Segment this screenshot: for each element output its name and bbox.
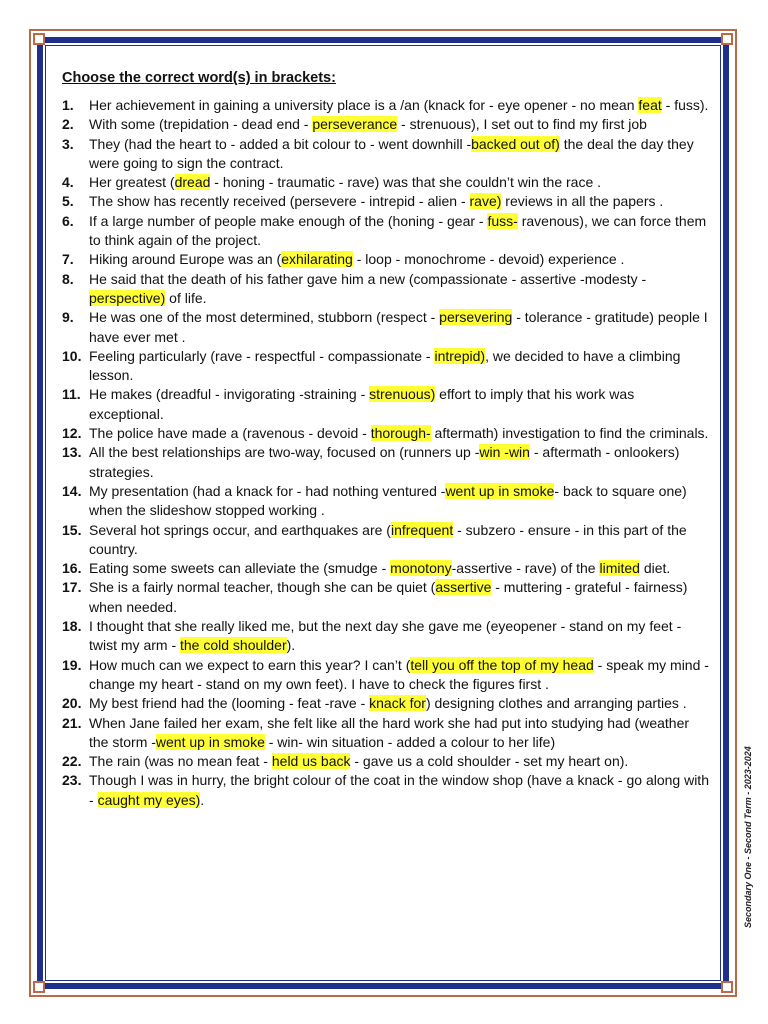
question-segment: Several hot springs occur, and earthquakes are ( <box>89 521 391 538</box>
question-text <box>89 521 712 560</box>
question-segment: My presentation (had a knack for - had nothing ventured - <box>89 482 446 499</box>
question-text <box>89 482 712 521</box>
question-text <box>89 752 712 771</box>
question-text <box>89 424 712 443</box>
highlighted-answer: limited <box>599 560 640 577</box>
question-item <box>62 192 712 211</box>
question-segment: Eating some sweets can alleviate the (smudge - <box>89 560 391 577</box>
question-text <box>89 714 712 753</box>
question-item <box>62 617 712 656</box>
question-segment: The police have made a (ravenous - devoid - <box>89 425 371 442</box>
question-segment: - loop - monochrome - devoid) experience . <box>352 251 625 268</box>
question-item <box>62 385 712 424</box>
question-number: 16. <box>62 560 82 577</box>
question-number: 10. <box>62 347 82 364</box>
question-text <box>89 308 712 347</box>
question-segment: When Jane failed her exam, she felt like all the hard work she had put into studying had (weather the storm - <box>89 714 690 750</box>
question-text <box>89 385 712 424</box>
question-segment: She is a fairly normal teacher, though she can be quiet ( <box>89 579 436 596</box>
question-text <box>89 443 712 482</box>
question-text <box>89 250 712 269</box>
highlighted-answer: tell you off the top of my head <box>410 656 594 673</box>
question-segment: - back to square one) when the slideshow stopped working . <box>89 482 687 519</box>
question-item <box>62 694 712 713</box>
highlighted-answer: perspective) <box>89 289 166 306</box>
question-text <box>89 694 712 713</box>
worksheet <box>62 70 712 810</box>
question-number: 12. <box>62 425 82 442</box>
question-text <box>89 347 712 386</box>
question-item <box>62 347 712 386</box>
question-number: 8. <box>62 270 74 287</box>
side-footer-text: Secondary One - Second Term - 2023-2024 <box>743 746 753 928</box>
question-number: 4. <box>62 174 74 191</box>
highlighted-answer: strenuous) <box>369 386 436 403</box>
question-segment: I thought that she really liked me, but the next day she gave me (eyeopener - stand on my feet - twist my arm - <box>89 618 682 654</box>
question-text <box>89 270 712 309</box>
question-segment: -assertive - rave) of the <box>451 560 600 577</box>
question-number: 14. <box>62 482 82 499</box>
question-text <box>89 96 712 115</box>
question-text <box>89 617 712 656</box>
question-segment: ) designing clothes and arranging parties . <box>425 695 687 712</box>
question-number: 21. <box>62 714 82 731</box>
question-text <box>89 656 712 695</box>
question-segment: aftermath) investigation to find the criminals. <box>430 425 709 442</box>
question-item <box>62 482 712 521</box>
highlighted-answer: rave) <box>469 193 502 210</box>
question-segment: - muttering - grateful - fairness) when needed. <box>89 579 688 615</box>
question-item <box>62 752 712 771</box>
question-item <box>62 714 712 753</box>
question-number: 17. <box>62 579 82 596</box>
question-number: 19. <box>62 656 82 673</box>
corner-ornament <box>33 33 45 45</box>
question-number: 3. <box>62 135 74 152</box>
question-number: 2. <box>62 116 74 133</box>
highlighted-answer: perseverance <box>312 116 398 133</box>
question-segment: ). <box>286 637 296 654</box>
highlighted-answer: thorough- <box>370 425 431 442</box>
question-item <box>62 771 712 810</box>
question-item <box>62 212 712 251</box>
question-segment: The rain (was no mean feat - <box>89 753 272 770</box>
question-segment: - win- win situation - added a colour to her life) <box>264 733 556 750</box>
question-item <box>62 443 712 482</box>
question-segment: My best friend had the (looming - feat -rave - <box>89 695 370 712</box>
highlighted-answer: assertive <box>435 579 492 596</box>
question-item <box>62 135 712 174</box>
highlighted-answer: exhilarating <box>281 251 353 268</box>
question-item <box>62 424 712 443</box>
question-segment: How much can we expect to earn this year? I can’t ( <box>89 656 411 673</box>
question-text <box>89 578 712 617</box>
question-number: 20. <box>62 695 82 712</box>
question-segment: of life. <box>165 289 207 306</box>
highlighted-answer: went up in smoke <box>155 733 265 750</box>
question-segment: They (had the heart to - added a bit colour to - went downhill - <box>89 135 472 152</box>
question-list <box>62 96 712 810</box>
question-number: 18. <box>62 618 82 635</box>
question-segment: - subzero - ensure - <box>453 521 584 538</box>
question-number: 13. <box>62 444 82 461</box>
corner-ornament <box>33 981 45 993</box>
corner-ornament <box>721 981 733 993</box>
highlighted-answer: persevering <box>439 309 513 326</box>
corner-ornament <box>721 33 733 45</box>
highlighted-answer: knack for <box>369 695 426 712</box>
highlighted-answer: the cold shoulder <box>180 637 287 654</box>
question-item <box>62 96 712 115</box>
question-segment: If a large number of people make enough of the (honing - gear - <box>89 212 488 229</box>
highlighted-answer: held us back <box>271 753 351 770</box>
question-number: 9. <box>62 309 74 326</box>
question-segment: With some (trepidation - dead end - <box>89 116 313 133</box>
question-number: 5. <box>62 193 74 210</box>
question-segment: . <box>200 791 205 808</box>
highlighted-answer: went up in smoke <box>445 482 555 499</box>
question-segment: - speak my mind - change my heart - stand on my own feet). I have to check the figures first . <box>89 656 709 692</box>
highlighted-answer: dread <box>174 174 211 191</box>
question-segment: diet. <box>639 560 671 577</box>
question-number: 7. <box>62 251 74 268</box>
question-segment: Though I was in hurry, the bright colour of the coat in the window shop (have a knack - go along with - <box>89 772 709 808</box>
highlighted-answer: win -win <box>479 444 530 461</box>
question-item <box>62 250 712 269</box>
question-segment: - strenuous), I set out to find my first job <box>397 116 647 133</box>
question-segment: Feeling particularly (rave - respectful - compassionate - <box>89 347 435 364</box>
question-segment: The show has recently received (persevere - intrepid - alien - <box>89 193 470 210</box>
question-text <box>89 115 712 134</box>
question-text <box>89 212 712 251</box>
question-segment: , we decided to have a climbing lesson. <box>89 347 681 384</box>
question-segment: Her achievement in gaining a university place is a /an (knack for - eye opener - no mean <box>89 97 639 113</box>
question-text <box>89 559 712 578</box>
question-number: 23. <box>62 772 82 789</box>
highlighted-answer: caught my eyes) <box>97 791 201 808</box>
question-text <box>89 192 712 211</box>
question-segment: He makes (dreadful - invigorating -straining - <box>89 386 370 403</box>
question-number: 22. <box>62 753 82 770</box>
question-segment: effort to imply that his work was exceptional. <box>89 386 635 422</box>
highlighted-answer: infrequent <box>390 521 454 538</box>
highlighted-answer: feat <box>638 97 662 113</box>
question-segment: All the best relationships are two-way, focused on (runners up - <box>89 444 480 461</box>
question-item <box>62 559 712 578</box>
question-item <box>62 115 712 134</box>
question-item <box>62 521 712 560</box>
question-item <box>62 656 712 695</box>
question-segment: - gave us a cold shoulder - set my heart on). <box>350 753 629 770</box>
question-text <box>89 771 712 810</box>
question-segment: ravenous), we can force them to think again of the project. <box>89 212 707 249</box>
question-item <box>62 578 712 617</box>
question-segment: reviews in all the papers . <box>501 193 664 210</box>
question-text <box>89 135 712 174</box>
question-segment: Her greatest ( <box>89 174 175 191</box>
question-segment: in this part of the country. <box>89 521 687 557</box>
question-segment: - fuss). <box>661 97 709 113</box>
question-segment: the deal the day they were going to sign the contract. <box>89 135 694 171</box>
question-number: 1. <box>62 97 74 113</box>
highlighted-answer: fuss- <box>487 212 518 229</box>
question-number: 11. <box>62 386 81 403</box>
question-segment: - aftermath - onlookers) strategies. <box>89 444 680 480</box>
question-number: 6. <box>62 212 74 229</box>
question-segment: He said that the death of his father gave him a new (compassionate - assertive -modesty - <box>89 270 647 287</box>
question-segment: - honing - traumatic - rave) was that she couldn’t win the race . <box>210 174 602 191</box>
question-number: 15. <box>62 521 82 538</box>
question-segment: Hiking around Europe was an ( <box>89 251 282 268</box>
highlighted-answer: backed out of) <box>471 135 560 152</box>
page-title: Choose the correct word(s) in brackets: <box>62 70 336 86</box>
question-item <box>62 308 712 347</box>
question-segment: - tolerance - gratitude) people I have ever met . <box>89 309 708 345</box>
question-text <box>89 173 712 192</box>
question-item <box>62 173 712 192</box>
highlighted-answer: intrepid) <box>434 347 486 364</box>
highlighted-answer: monotony <box>390 560 452 577</box>
question-item <box>62 270 712 309</box>
question-segment: He was one of the most determined, stubborn (respect - <box>89 309 440 326</box>
